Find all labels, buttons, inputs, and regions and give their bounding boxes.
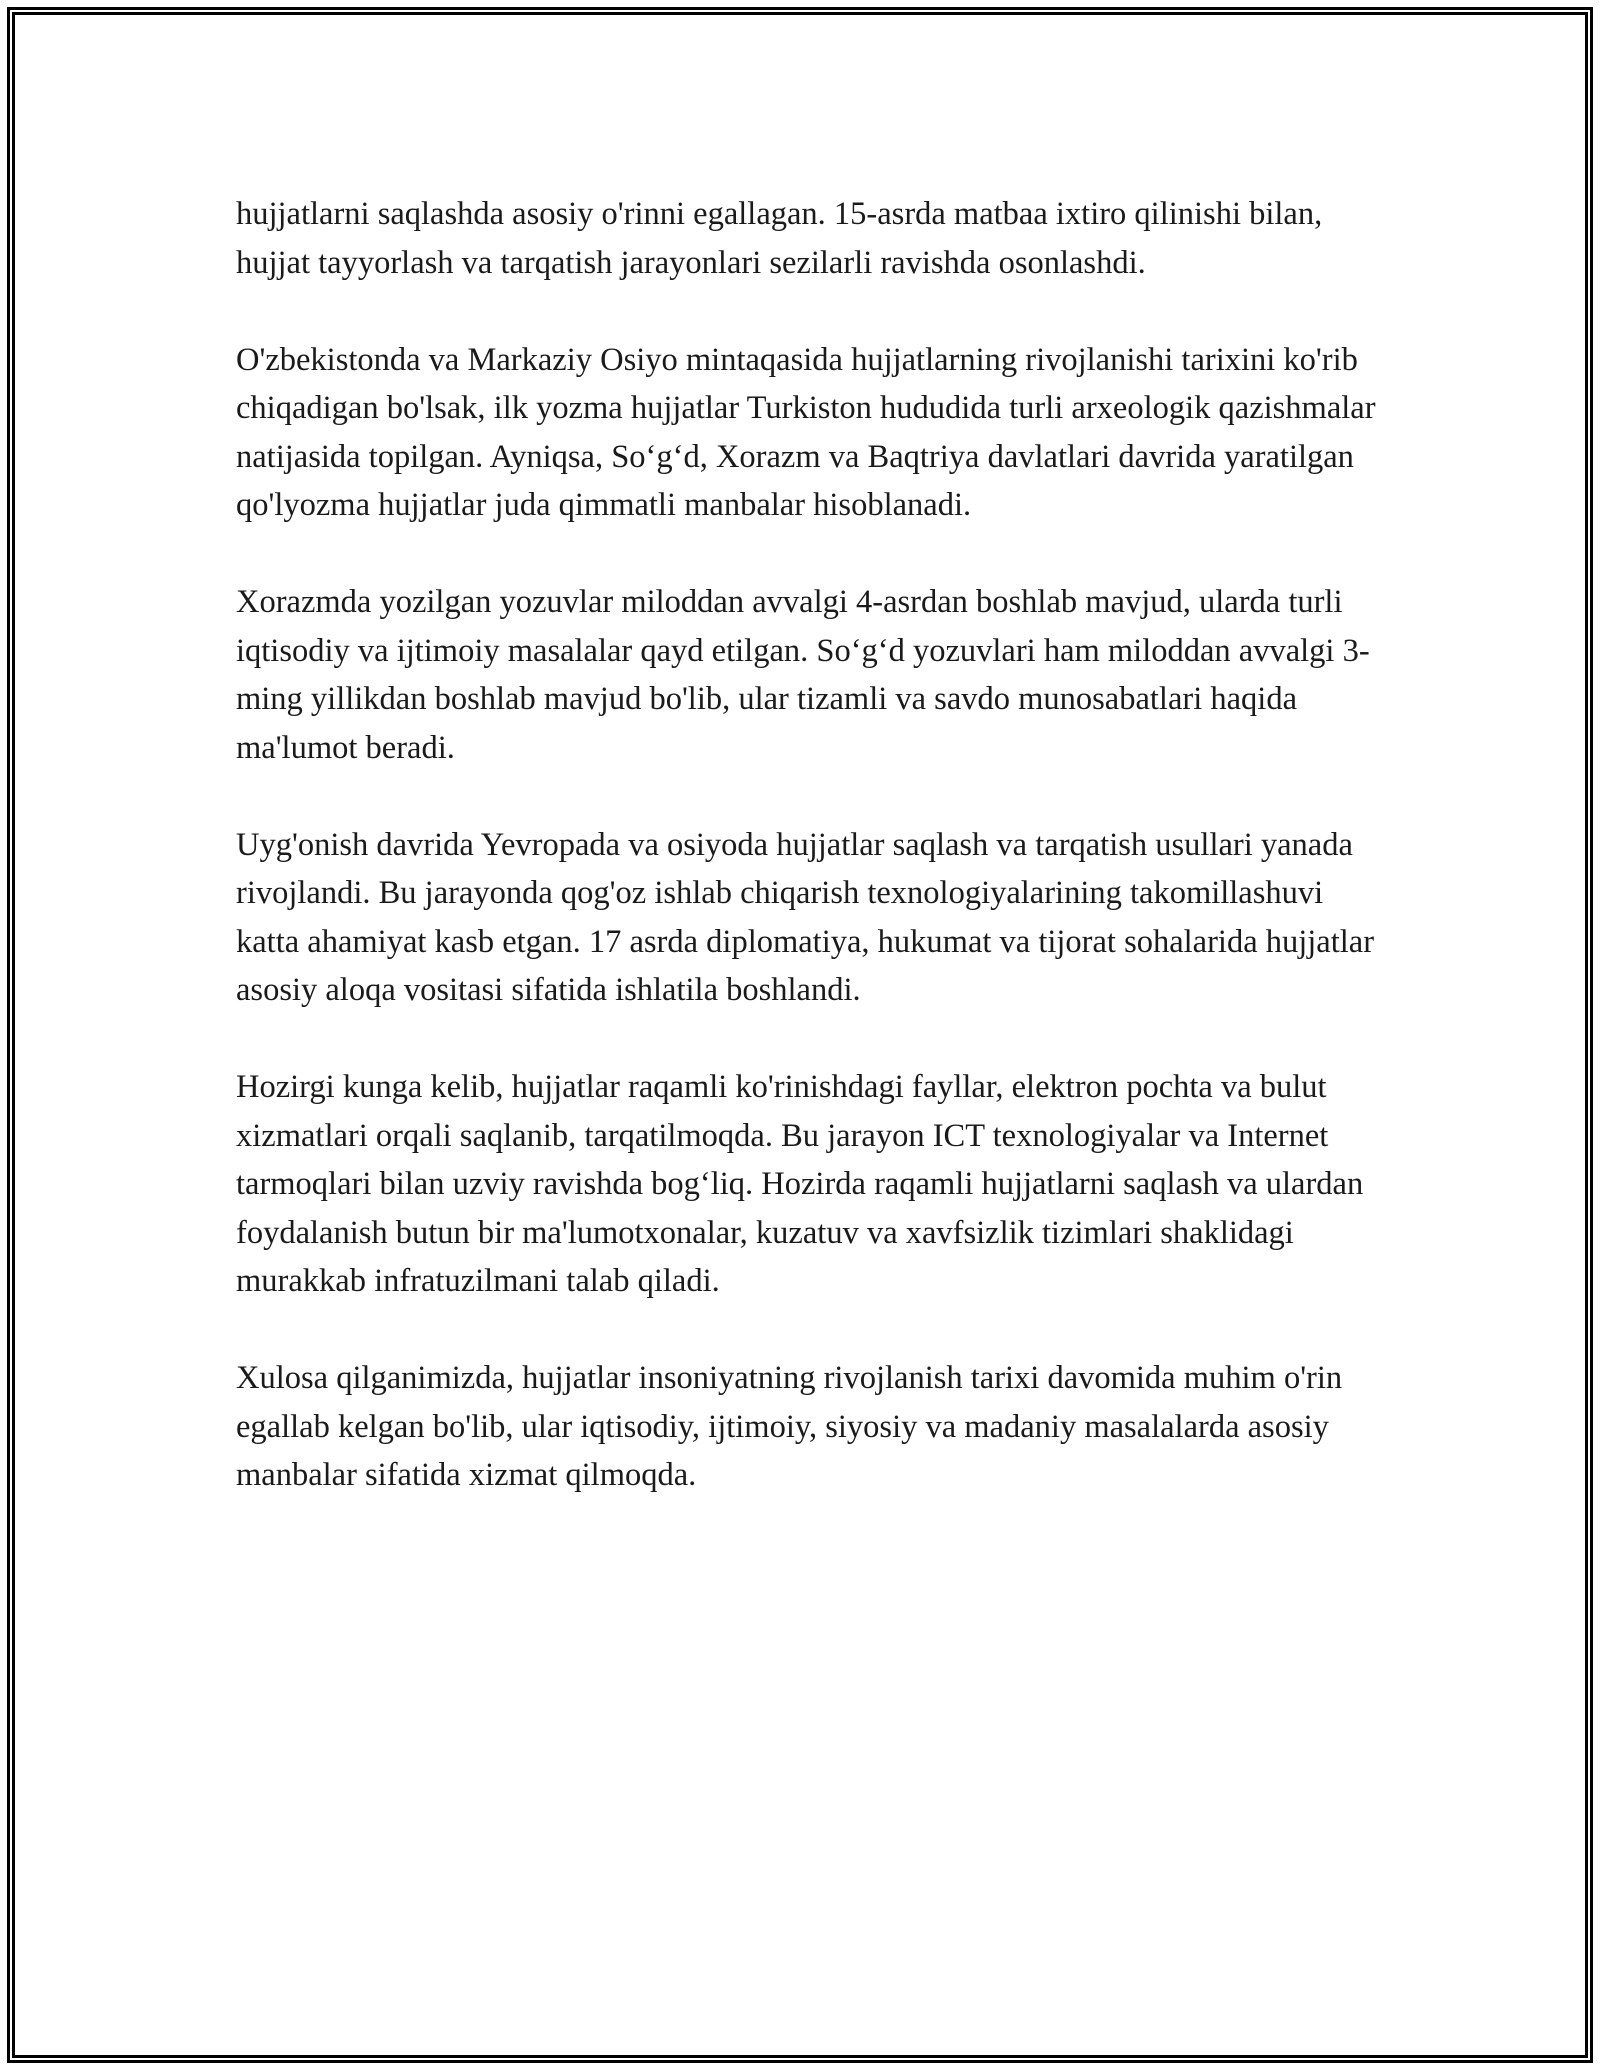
paragraph-4: Uyg'onish davrida Yevropada va osiyoda hujjatlar saqlash va tarqatish usullari yanada rivojlandi. Bu jarayonda qog'oz ishlab chiqarish texnologiyalarining takomillashuvi katta ahamiyat kasb etgan. 17 asrda diplomatiya, hukumat va tijorat sohalarida hujjatlar asosiy aloqa vositasi sifatida ishlatila boshlandi. — [236, 826, 1375, 1008]
document-body — [236, 190, 1376, 1500]
paragraph-2: O'zbekistonda va Markaziy Osiyo mintaqasida hujjatlarning rivojlanishi tarixini ko'rib chiqadigan bo'lsak, ilk yozma hujjatlar Turkiston hududida turli arxeologik qazishmalar natijasida topilgan. Ayniqsa, So‘g‘d, Xorazm va Baqtriya davlatlari davrida yaratilgan qo'lyozma hujjatlar juda qimmatli manbalar hisoblanadi. — [236, 341, 1376, 523]
paragraph-1: hujjatlarni saqlashda asosiy o'rinni egallagan. 15-asrda matbaa ixtiro qilinishi bilan, hujjat tayyorlash va tarqatish jarayonlari sezilarli ravishda osonlashdi. — [236, 196, 1323, 281]
paragraph-6: Xulosa qilganimizda, hujjatlar insoniyatning rivojlanish tarixi davomida muhim o'rin egallab kelgan bo'lib, ular iqtisodiy, ijtimoiy, siyosiy va madaniy masalalarda asosiy manbalar sifatida xizmat qilmoqda. — [236, 1360, 1343, 1493]
paragraph-5: Hozirgi kunga kelib, hujjatlar raqamli ko'rinishdagi fayllar, elektron pochta va bulut xizmatlari orqali saqlanib, tarqatilmoqda. Bu jarayon ICT texnologiyalar va Internet tarmoqlari bilan uzviy ravishda bog‘liq. Hozirda raqamli hujjatlarni saqlash va ulardan foydalanish butun bir ma'lumotxonalar, kuzatuv va xavfsizlik tizimlari shaklidagi murakkab infratuzilmani talab qiladi. — [236, 1069, 1364, 1299]
paragraph-3: Xorazmda yozilgan yozuvlar miloddan avvalgi 4-asrdan boshlab mavjud, ularda turli iqtisodiy va ijtimoiy masalalar qayd etilgan. So‘g‘d yozuvlari ham miloddan avvalgi 3-ming yillikdan boshlab mavjud bo'lib, ular tizamli va savdo munosabatlari haqida ma'lumot beradi. — [236, 584, 1370, 766]
